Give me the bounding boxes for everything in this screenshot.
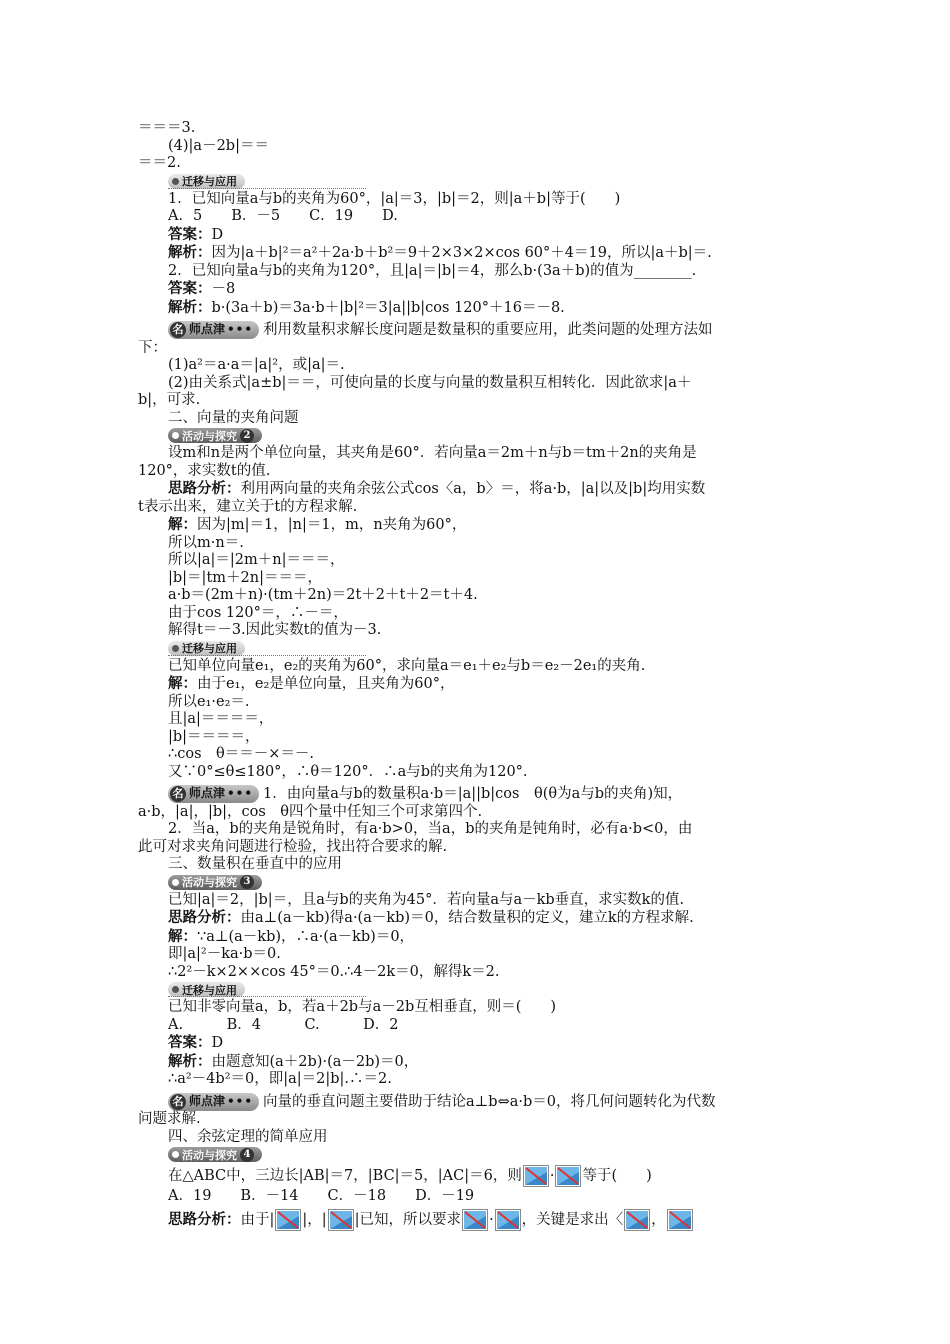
solution-text: 因为|m|＝1，|n|＝1，m，n夹角为60°，	[197, 517, 467, 533]
activity-badge-4	[138, 1146, 818, 1164]
text-line: 设m和n是两个单位向量，其夹角是60°．若向量a＝2m＋n与b＝tm＋2n的夹角是	[168, 445, 697, 461]
answer-line	[138, 226, 818, 245]
text-line: 所以e₁·e₂＝.	[168, 693, 250, 710]
badge-number: 4	[240, 1148, 254, 1162]
badge-label	[168, 428, 262, 443]
solution-label: 解：	[168, 675, 197, 692]
vector-image-icon	[495, 1209, 521, 1231]
approach-text: 由a⊥(a－kb)得a·(a－kb)＝0，结合数量积的定义，建立k的方程求解.	[240, 910, 694, 926]
question-2: 2．已知向量a与b的夹角为120°，且|a|＝|b|＝4，那么b·(3a＋b)的值为________.	[168, 262, 697, 279]
vector-image-icon	[462, 1209, 488, 1231]
badge-label: 迁移与应用	[168, 641, 245, 656]
section-heading: 四、余弦定理的简单应用	[168, 1128, 328, 1145]
choices: A．5 B．－5 C．19 D.	[168, 208, 398, 224]
answer-value: D	[211, 226, 224, 243]
text-line: ∴a²－4b²＝0，即|a|＝2|b|.∴＝2.	[168, 1071, 392, 1087]
answer-line	[138, 1034, 818, 1053]
answer-label: 答案：	[168, 280, 212, 297]
choices: A．19 B．－14 C．－18 D．－19	[168, 1188, 475, 1204]
text-line: 又∵0°≤θ≤180°，∴θ＝120°．∴a与b的夹角为120°.	[168, 763, 528, 780]
solution-label: 解：	[168, 516, 197, 533]
note-text: 向量的垂直问题主要借助于结论a⊥b⇔a·b＝0，将几何问题转化为代数	[263, 1093, 716, 1110]
answer-label: 答案：	[168, 1034, 212, 1051]
badge-label: 迁移与应用	[168, 174, 245, 189]
text-line: b|，可求.	[138, 392, 201, 408]
text-line: 此可对求夹角问题进行检验，找出符合要求的解.	[138, 838, 448, 855]
activity-badge-3	[138, 874, 818, 892]
section-heading: 二、向量的夹角问题	[168, 409, 299, 426]
analysis-text: 因为|a＋b|²＝a²＋2a·b＋b²＝9＋2×3×2×cos 60°＋4＝19，所以|a＋b|＝.	[211, 245, 712, 261]
text-span: |，|	[302, 1211, 327, 1228]
teacher-tip-badge	[168, 321, 259, 339]
question-line	[138, 1164, 818, 1188]
text-span: |已知，所以要求	[354, 1211, 462, 1228]
document-body	[138, 120, 818, 1234]
text-line: 解得t＝－3.因此实数t的值为－3.	[168, 622, 382, 638]
text-line: 已知非零向量a，b，若a＋2b与a－2b互相垂直，则＝( )	[168, 999, 557, 1015]
ming-mark: 名	[170, 1094, 186, 1110]
badge-label	[168, 875, 262, 890]
question-1: 1．已知向量a与b的夹角为60°，|a|＝3，|b|＝2，则|a＋b|等于( )	[168, 190, 621, 207]
text-line: 由于cos 120°＝，∴－＝，	[168, 604, 348, 621]
solution-text: 由于e₁，e₂是单位向量，且夹角为60°，	[197, 676, 455, 692]
text-line: a·b＝(2m＋n)·(tm＋2n)＝2t＋2＋t＋2＝t＋4.	[168, 587, 478, 603]
note-text: 利用数量积求解长度问题是数量积的重要应用，此类问题的处理方法如	[263, 322, 713, 338]
vector-image-icon	[523, 1165, 549, 1187]
badge-number: 3	[240, 875, 254, 889]
approach-line	[138, 1206, 818, 1234]
solution-line	[138, 928, 818, 947]
answer-line	[138, 280, 818, 299]
analysis-text: b·(3a＋b)＝3a·b＋|b|²＝3|a||b|cos 120°＋16＝－8.	[211, 299, 565, 316]
analysis-line	[138, 244, 818, 263]
teacher-note	[138, 1093, 818, 1112]
badge-divider	[168, 996, 366, 997]
note-text: 1．由向量a与b的数量积a·b＝|a||b|cos θ(θ为a与b的夹角)知，	[263, 786, 683, 802]
analysis-text: 由题意知(a＋2b)·(a－2b)＝0，	[211, 1053, 419, 1070]
transfer-application-badge	[138, 981, 818, 999]
approach-text: 利用两向量的夹角余弦公式cos〈a，b〉＝，将a·b，|a|以及|b|均用实数	[240, 481, 706, 497]
approach-label: 思路分析：	[168, 480, 241, 497]
badge-label: 师点津	[189, 786, 226, 801]
text-line: ＝＝2.	[138, 155, 181, 171]
analysis-label: 解析：	[168, 244, 212, 261]
analysis-label: 解析：	[168, 1052, 212, 1070]
badge-label	[168, 1147, 262, 1162]
text-line: 且|a|＝＝＝＝，	[168, 711, 274, 727]
transfer-application-badge	[138, 173, 818, 191]
badge-label: 师点津	[189, 322, 226, 337]
vector-image-icon	[328, 1209, 354, 1231]
text-line: (2)由关系式|a±b|＝＝，可使向量的长度与向量的数量积互相转化．因此欲求|a＋	[168, 374, 692, 391]
choices: A. B．4 C. D．2	[168, 1016, 399, 1033]
activity-badge-2	[138, 427, 818, 445]
badge-text: 活动与探究	[182, 1148, 237, 1162]
approach-label: 思路分析：	[168, 1210, 241, 1228]
solution-line	[138, 675, 818, 694]
solution-line	[138, 516, 818, 535]
text-line: 120°，求实数t的值.	[138, 462, 271, 479]
section-heading: 三、数量积在垂直中的应用	[168, 856, 342, 872]
text-line: (4)|a－2b|＝＝	[168, 137, 269, 154]
vector-image-icon	[624, 1209, 650, 1231]
text-line: 即|a|²－ka·b＝0.	[168, 946, 281, 962]
solution-label: 解：	[168, 927, 197, 945]
badge-text: 活动与探究	[182, 876, 237, 889]
text-line: ∴cos θ＝＝－×＝－.	[168, 746, 315, 762]
vector-image-icon	[667, 1209, 693, 1231]
teacher-note	[138, 321, 818, 340]
badge-divider	[168, 188, 366, 189]
badge-label: 迁移与应用	[168, 982, 245, 997]
answer-value: －8	[211, 281, 236, 297]
text-span: ·	[549, 1168, 555, 1184]
text-span: ，关键是求出〈	[521, 1211, 624, 1228]
text-span: ，	[651, 1211, 666, 1228]
text-line: 下：	[138, 339, 167, 356]
approach-label: 思路分析：	[168, 909, 241, 926]
text-line: 所以m·n＝.	[168, 534, 244, 551]
vector-image-icon	[555, 1165, 581, 1187]
dots-icon: •••	[227, 786, 254, 801]
teacher-tip-badge	[168, 1093, 259, 1111]
text-span: 由于|	[240, 1211, 275, 1228]
approach-line	[138, 480, 818, 499]
teacher-tip-badge	[168, 785, 259, 803]
teacher-note	[138, 785, 818, 804]
analysis-label: 解析：	[168, 298, 212, 316]
analysis-line	[138, 299, 818, 318]
text-line: ∴2²－k×2××cos 45°＝0.∴4－2k＝0，解得k＝2.	[168, 963, 500, 980]
solution-text: ∵a⊥(a－kb)，∴a·(a－kb)＝0，	[197, 928, 415, 945]
dots-icon: •••	[227, 322, 254, 337]
transfer-application-badge	[138, 640, 818, 658]
badge-number: 2	[240, 429, 254, 443]
text-line: |b|＝＝＝＝，	[168, 728, 260, 745]
answer-value: D	[211, 1035, 224, 1051]
analysis-line	[138, 1053, 818, 1072]
text-span: 等于( )	[582, 1168, 652, 1184]
badge-text: 活动与探究	[182, 429, 237, 443]
text-span: 在△ABC中，三边长|AB|＝7，|BC|＝5，|AC|＝6，则	[168, 1168, 522, 1184]
text-line: ＝＝＝3.	[138, 120, 196, 136]
text-line: 已知|a|＝2，|b|＝，且a与b的夹角为45°．若向量a与a－kb垂直，求实数k的值.	[168, 891, 685, 908]
text-line: t表示出来，建立关于t的方程求解.	[138, 498, 358, 515]
text-line: a·b，|a|，|b|，cos θ四个量中任知三个可求第四个.	[138, 803, 483, 820]
ming-mark: 名	[170, 322, 186, 338]
badge-label: 师点津	[189, 1093, 226, 1108]
badge-divider	[168, 655, 366, 656]
text-line: 已知单位向量e₁，e₂的夹角为60°，求向量a＝e₁＋e₂与b＝e₂－2e₁的夹角.	[168, 657, 646, 674]
vector-image-icon	[275, 1209, 301, 1231]
text-line: 所以|a|＝|2m＋n|＝＝＝，	[168, 552, 345, 568]
ming-mark: 名	[170, 786, 186, 802]
text-line: |b|＝|tm＋2n|＝＝＝，	[168, 569, 322, 586]
dots-icon: •••	[227, 1093, 254, 1108]
answer-label: 答案：	[168, 225, 212, 243]
text-span: ·	[489, 1211, 494, 1228]
text-line: 2．当a，b的夹角是锐角时，有a·b>0，当a，b的夹角是钝角时，必有a·b<0，由	[168, 821, 693, 837]
text-line: 问题求解.	[138, 1111, 201, 1127]
text-line: (1)a²＝a·a＝|a|²，或|a|＝.	[168, 357, 345, 373]
approach-line	[138, 909, 818, 928]
